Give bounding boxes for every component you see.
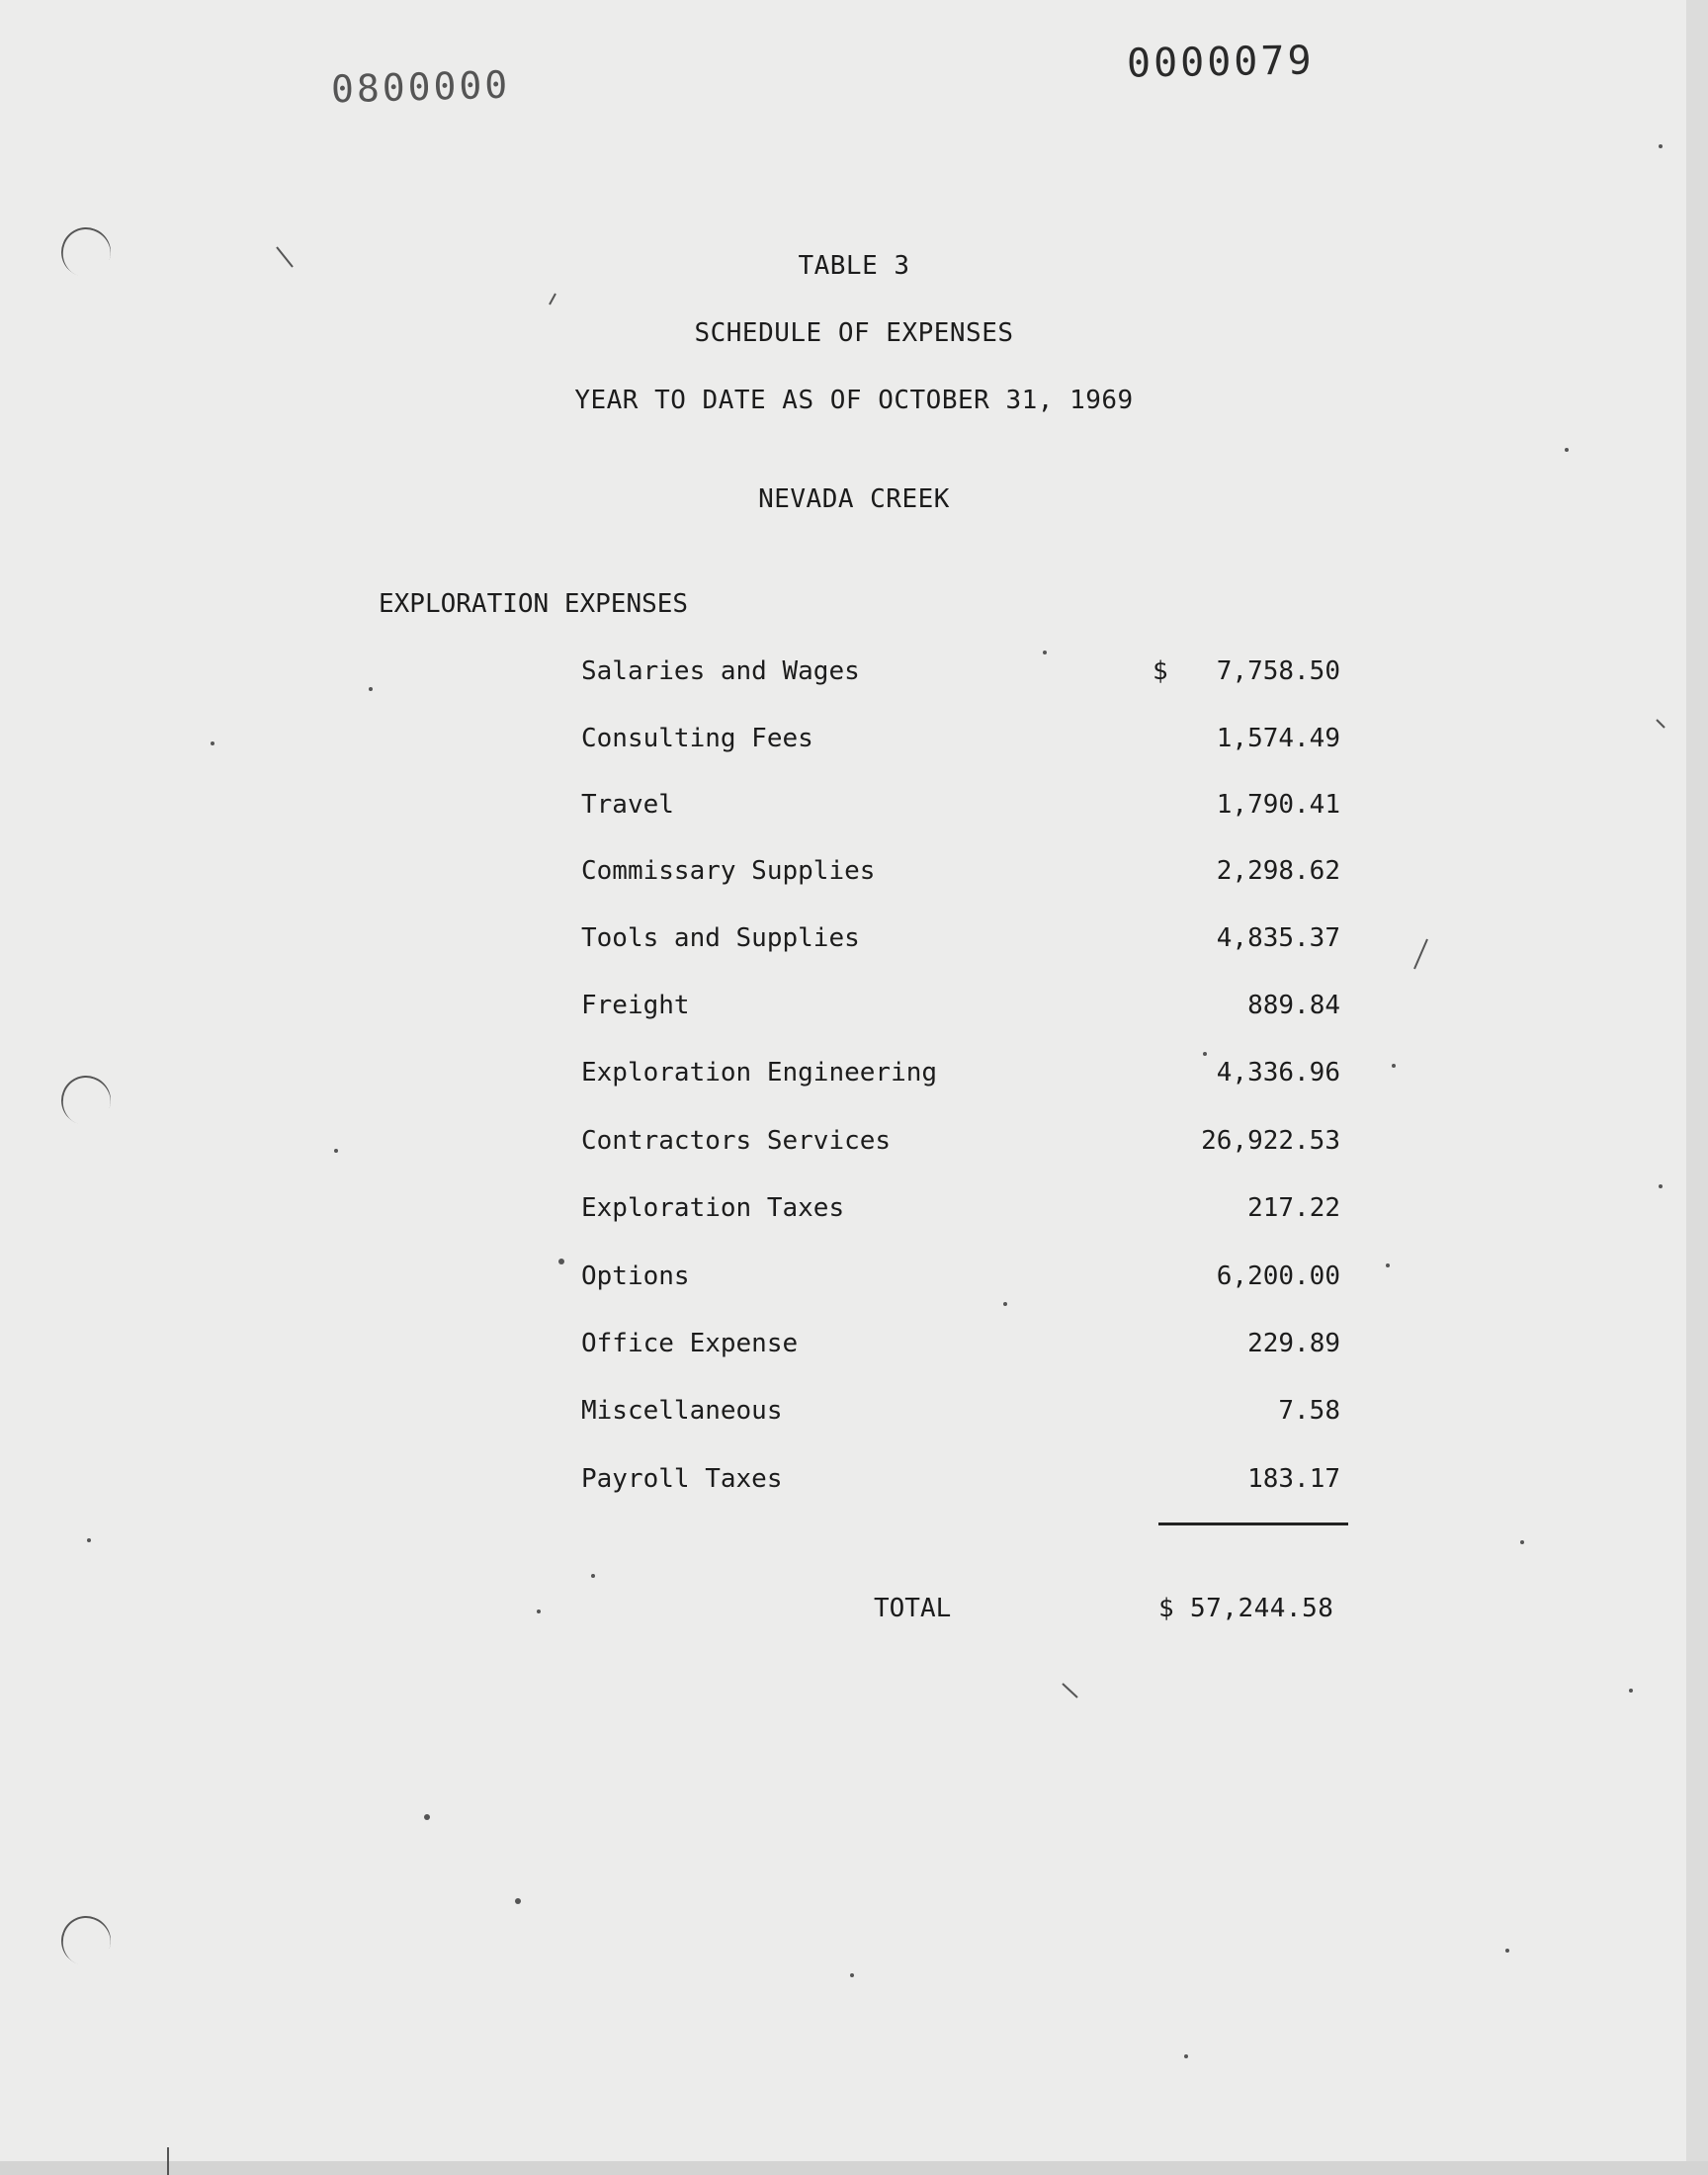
expense-label: Options <box>581 1262 690 1291</box>
expense-row <box>581 724 1352 763</box>
expense-label: Exploration Engineering <box>581 1058 938 1088</box>
expense-amount: 2,298.62 <box>1216 856 1340 886</box>
expense-amount: 7,758.50 <box>1216 656 1340 686</box>
expense-label: Consulting Fees <box>581 724 813 753</box>
expense-label: Contractors Services <box>581 1126 892 1156</box>
expense-amount: 7.58 <box>1278 1396 1340 1426</box>
expense-label: Commissary Supplies <box>581 856 876 886</box>
total-row <box>0 1594 1708 1633</box>
expense-amount: 4,336.96 <box>1216 1058 1340 1088</box>
expense-label: Office Expense <box>581 1329 799 1358</box>
expense-row <box>581 923 1352 963</box>
section-title: EXPLORATION EXPENSES <box>379 589 689 619</box>
expense-amount: 217.22 <box>1247 1193 1340 1223</box>
punch-hole-middle <box>54 1069 118 1132</box>
total-currency-symbol: $ <box>1158 1594 1174 1623</box>
expense-row <box>581 790 1352 829</box>
expense-row <box>581 1329 1352 1368</box>
expense-label: Travel <box>581 790 674 820</box>
expense-amount: 889.84 <box>1247 991 1340 1020</box>
expense-label: Salaries and Wages <box>581 656 860 686</box>
total-rule <box>1158 1522 1348 1525</box>
expense-amount: 229.89 <box>1247 1329 1340 1358</box>
total-amount: 57,244.58 <box>1190 1594 1334 1623</box>
currency-symbol: $ <box>1153 656 1168 686</box>
schedule-title: SCHEDULE OF EXPENSES <box>694 318 1014 348</box>
expense-label: Tools and Supplies <box>581 923 860 953</box>
period-title: YEAR TO DATE AS OF OCTOBER 31, 1969 <box>574 386 1134 415</box>
expense-row <box>581 991 1352 1030</box>
page-edge-bottom <box>0 2161 1708 2175</box>
document-stamp-left: 0800000 <box>330 62 511 112</box>
project-name: NEVADA CREEK <box>758 484 950 514</box>
expense-amount: 4,835.37 <box>1216 923 1340 953</box>
expense-row <box>581 656 1352 696</box>
expense-label: Payroll Taxes <box>581 1464 783 1494</box>
expense-amount: 1,574.49 <box>1216 724 1340 753</box>
expense-row <box>581 1262 1352 1301</box>
expense-row <box>581 1126 1352 1166</box>
expense-row <box>581 1396 1352 1436</box>
document-stamp-right: 0000079 <box>1126 38 1315 87</box>
expense-amount: 26,922.53 <box>1201 1126 1340 1156</box>
expense-amount: 6,200.00 <box>1216 1262 1340 1291</box>
expense-row <box>581 1193 1352 1233</box>
expense-row <box>581 1058 1352 1097</box>
expense-row <box>581 1464 1352 1504</box>
total-label: TOTAL <box>874 1594 952 1623</box>
expense-amount: 1,790.41 <box>1216 790 1340 820</box>
expense-label: Miscellaneous <box>581 1396 783 1426</box>
punch-hole-bottom <box>54 1909 118 1972</box>
expense-label: Exploration Taxes <box>581 1193 845 1223</box>
expense-row <box>581 856 1352 896</box>
expense-amount: 183.17 <box>1247 1464 1340 1494</box>
expense-label: Freight <box>581 991 690 1020</box>
table-label: TABLE 3 <box>798 251 910 281</box>
